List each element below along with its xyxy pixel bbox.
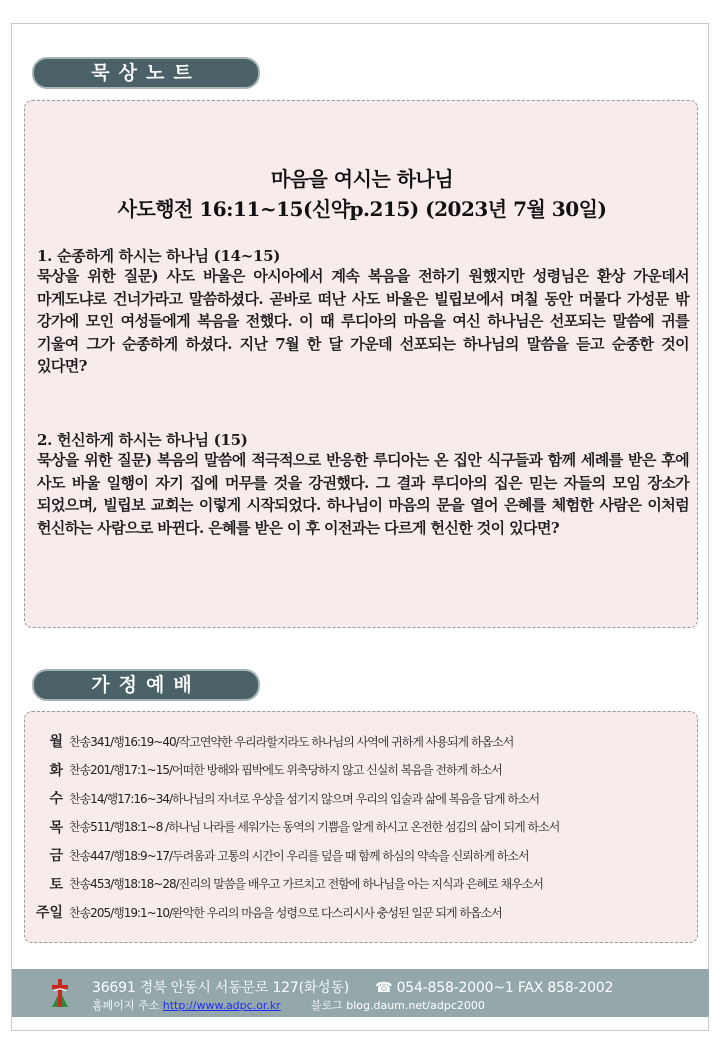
section-question: 묵상을 위한 질문) 사도 바울은 아시아에서 계속 복음을 전하기 원했지만 성령님은 환상 가운데서 마게도냐로 건너가라고 말씀하셨다. 곧바로 떠난 사도 바울은 빌립보에서 며칠 동안 머물다 가성문 밖 강가에 모인 여성들에게 복음을 전했다. 이 때 루디아의 마음을 여신 하나님은 선포되는 말씀에 귀를 기울여 그가 순종하게 하셨다. 지난 7월 한 달 가운데 선포되는 하나님의 말씀을 듣고 순종한 것이 있다면? <box>37 267 689 375</box>
worship-entry: 찬송14/행17:16~34/하나님의 자녀로 우상을 섬기지 않으며 우리의 입술과 삶에 복음을 담게 하소서 <box>69 791 540 806</box>
day-label: 화 <box>49 762 63 779</box>
worship-row-tue <box>25 756 699 785</box>
worship-row-mon <box>25 727 699 756</box>
section-heading: 2. 헌신하게 하시는 하나님 (15) <box>37 431 248 449</box>
worship-row-sat <box>25 870 699 899</box>
blog-link[interactable]: blog.daum.net/adpc2000 <box>346 999 485 1012</box>
worship-row-fri <box>25 841 699 870</box>
sermon-title: 마음을 여시는 하나님 <box>270 167 454 191</box>
day-label: 토 <box>49 876 63 893</box>
church-phone: ☎ 054-858-2000~1 FAX 858-2002 <box>375 980 614 996</box>
worship-entry: 찬송341/행16:19~40/작고연약한 우리라할지라도 하나님의 사역에 귀하게 사용되게 하옵소서 <box>69 734 514 749</box>
family-worship-box <box>24 711 698 943</box>
meditation-section-1 <box>37 247 689 378</box>
meditation-note-header: 묵상노트 <box>32 57 260 89</box>
day-label: 목 <box>49 819 63 836</box>
section-heading: 1. 순종하게 하시는 하나님 (14~15) <box>37 247 281 265</box>
worship-row-thu <box>25 813 699 842</box>
worship-entry: 찬송447/행18:9~17/두려움과 고통의 시간이 우리를 덮을 때 함께 하심의 약속을 신뢰하게 하소서 <box>69 848 529 863</box>
scripture-reference: 사도행전 16:11~15(신약p.215) (2023년 7월 30일) <box>117 197 607 221</box>
section-question: 묵상을 위한 질문) 복음의 말씀에 적극적으로 반응한 루디아는 온 집안 식구들과 함께 세례를 받은 후에 사도 바울 일행이 자기 집에 머무를 것을 강권했다. 그 결과 루디아의 집은 믿는 자들의 모임 장소가 되었으며, 빌립보 교회는 이렇게 시작되었다. 하나님이 마음의 문을 열어 은혜를 체험한 사람은 이처럼 헌신하는 사람으로 바뀐다. 은혜를 받은 이 후 이전과는 다르게 헌신한 것이 있다면? <box>37 451 689 537</box>
church-address: 36691 경북 안동시 서동문로 127(화성동) <box>92 980 350 996</box>
day-label: 주일 <box>35 905 63 922</box>
day-label: 수 <box>49 791 63 808</box>
family-worship-header: 가정예배 <box>32 669 260 701</box>
day-label: 금 <box>49 848 63 865</box>
meditation-box <box>24 100 698 628</box>
church-footer <box>12 969 709 1017</box>
worship-entry: 찬송201/행17:1~15/어떠한 방해와 핍박에도 위축당하지 않고 신실히 복음을 전하게 하소서 <box>69 763 502 778</box>
homepage-label: 홈페이지 주소 <box>92 999 160 1012</box>
worship-row-sun <box>25 898 699 927</box>
worship-entry: 찬송511/행18:1~8 /하나님 나라를 세워가는 동역의 기쁨을 알게 하시고 온전한 섬김의 삶이 되게 하소서 <box>69 820 560 835</box>
day-label: 월 <box>49 734 63 751</box>
church-cross-logo-icon <box>49 977 71 1009</box>
worship-row-wed <box>25 784 699 813</box>
worship-schedule <box>25 727 699 927</box>
blog-label: 블로그 <box>310 999 343 1012</box>
footer-contact-line <box>92 977 613 997</box>
homepage-link[interactable]: http://www.adpc.or.kr <box>162 999 281 1012</box>
footer-web-line <box>92 997 485 1013</box>
meditation-section-2 <box>37 431 689 539</box>
worship-entry: 찬송453/행18:18~28/진리의 말씀을 배우고 가르치고 전함에 하나님을 아는 지식과 은혜로 채우소서 <box>69 877 543 892</box>
worship-entry: 찬송205/행19:1~10/완악한 우리의 마음을 성령으로 다스리시사 충성된 일꾼 되게 하옵소서 <box>69 905 502 920</box>
